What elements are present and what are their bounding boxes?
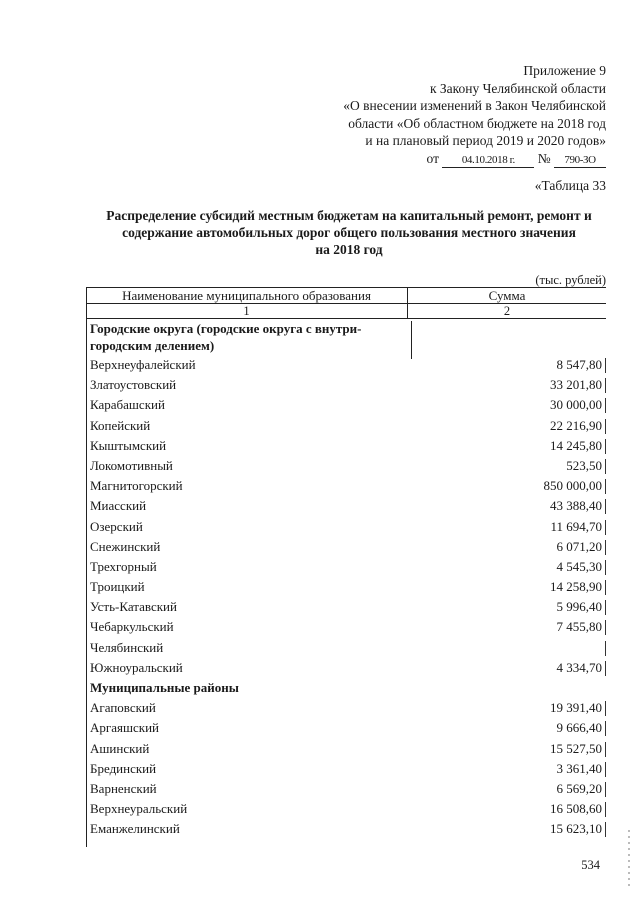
subsidy-amount: 850 000,00: [543, 478, 602, 494]
subsidy-amount: 43 388,40: [550, 498, 602, 514]
table-row: [86, 658, 606, 678]
cell-border-fragment: [605, 802, 606, 817]
table-row: [86, 456, 606, 476]
page-number: 534: [581, 858, 600, 872]
cell-border-fragment: [605, 358, 606, 373]
table-row: [86, 739, 606, 759]
table-row: [86, 759, 606, 779]
title-line: на 2018 год: [315, 242, 383, 257]
cell-border-fragment: [605, 459, 606, 474]
law-number: 790-ЗО: [554, 154, 606, 168]
subsidy-amount: 22 216,90: [550, 417, 602, 433]
subsidy-amount: 15 623,10: [550, 821, 602, 837]
subsidy-amount: 6 071,20: [556, 538, 602, 554]
municipality-name: Магнитогорский: [90, 478, 183, 494]
subsidy-table: [86, 287, 606, 840]
cell-border-fragment: [605, 661, 606, 676]
subsidy-amount: 30 000,00: [550, 397, 602, 413]
column-header-sum: Сумма: [488, 288, 526, 303]
subsidy-amount: 6 569,20: [556, 780, 602, 796]
municipality-name: Верхнеуфалейский: [90, 357, 196, 372]
cell-border-fragment: [605, 419, 606, 434]
table-row: [86, 395, 606, 415]
municipality-name: Озерский: [90, 518, 143, 534]
cell-border-fragment: [605, 620, 606, 635]
subsidy-amount: 15 527,50: [550, 740, 602, 756]
subsidy-amount: 33 201,80: [550, 377, 602, 393]
municipality-name: Южноуральский: [90, 659, 183, 675]
signature-line: [343, 150, 606, 168]
subsidy-amount: 3 361,40: [556, 760, 602, 776]
cell-border-fragment: [605, 398, 606, 413]
subsidy-amount: [411, 638, 606, 658]
municipality-name: Брединский: [90, 760, 157, 776]
table-row: [86, 597, 606, 617]
group-heading: Муниципальные районы: [90, 680, 239, 695]
cell-border-fragment: [605, 822, 606, 837]
appendix-line: и на плановый период 2019 и 2020 годов»: [365, 133, 606, 148]
subsidy-amount: 14 245,80: [550, 437, 602, 453]
group-rows: [86, 698, 606, 839]
cell-border-fragment: [605, 721, 606, 736]
municipality-name: Локомотивный: [90, 457, 173, 473]
subsidy-amount: 11 694,70: [550, 518, 602, 534]
table-row: [86, 779, 606, 799]
appendix-line: области «Об областном бюджете на 2018 год: [348, 115, 606, 131]
group-rows: [86, 355, 606, 678]
municipality-name: Снежинский: [90, 538, 161, 554]
municipality-name: Миасский: [90, 498, 147, 514]
subsidy-amount: 4 545,30: [556, 558, 602, 574]
cell-border-fragment: [605, 520, 606, 535]
cell-border-fragment: [605, 479, 606, 494]
table-row: [86, 496, 606, 516]
municipality-name: Еманжелинский: [90, 821, 180, 837]
municipality-name: Трехгорный: [90, 558, 157, 574]
cell-border-fragment: [605, 540, 606, 555]
municipality-name: Троицкий: [90, 579, 145, 595]
from-label: от: [426, 150, 439, 166]
table-row: [86, 617, 606, 637]
table-header-row: [86, 287, 606, 304]
subsidy-amount: 5 996,40: [556, 599, 602, 615]
municipality-name: Челябинский: [90, 639, 164, 655]
municipality-name: Карабашский: [90, 397, 165, 413]
table-row: [86, 577, 606, 597]
municipality-name: Ашинский: [90, 740, 150, 756]
column-number: 2: [503, 304, 511, 318]
table-row: [86, 698, 606, 718]
municipality-name: Чебаркульский: [90, 619, 174, 635]
cell-border-fragment: [605, 701, 606, 716]
group-heading: Городские округа (городские округа с внутри-городским делением): [90, 321, 362, 353]
cell-border-fragment: [605, 641, 606, 656]
appendix-line: к Закону Челябинской области: [429, 80, 606, 96]
table-number: «Таблица 33: [534, 178, 606, 193]
cell-border-fragment: [605, 782, 606, 797]
group-heading-row: [86, 678, 606, 698]
appendix-line: «О внесении изменений в Закон Челябинской: [343, 98, 606, 113]
cell-border-fragment: [605, 560, 606, 575]
column-header-name: Наименование муниципального образования: [86, 288, 408, 303]
title-line: Распределение субсидий местным бюджетам на капитальный ремонт, ремонт и: [106, 208, 592, 223]
municipality-name: Верхнеуральский: [90, 801, 188, 817]
appendix-block: [343, 62, 606, 168]
table-row: [86, 416, 606, 436]
cell-border-fragment: [605, 378, 606, 393]
appendix-line: Приложение 9: [523, 63, 606, 78]
subsidy-amount: 9 666,40: [556, 720, 602, 736]
title-line: содержание автомобильных дорог общего пользования местного значения: [122, 225, 576, 240]
subsidy-amount: 7 455,80: [556, 619, 602, 635]
municipality-name: Кыштымский: [90, 437, 167, 453]
subsidy-amount: 16 508,60: [550, 801, 602, 817]
municipality-name: Усть-Катавский: [90, 599, 177, 615]
number-label: №: [537, 150, 551, 166]
table-row: [86, 476, 606, 496]
column-number-row: [86, 304, 606, 319]
table-row: [86, 557, 606, 577]
municipality-name: Златоустовский: [90, 377, 177, 393]
law-date: 04.10.2018 г.: [442, 154, 534, 168]
column-number: 1: [86, 304, 408, 318]
municipality-name: Аргаяшский: [90, 720, 159, 736]
table-row: [86, 517, 606, 537]
table-row: [86, 718, 606, 738]
cell-border-fragment: [605, 439, 606, 454]
table-row: [86, 537, 606, 557]
cell-border-fragment: [605, 580, 606, 595]
units-label: (тыс. рублей): [535, 273, 606, 287]
table-row: [86, 819, 606, 839]
subsidy-amount: 14 258,90: [550, 579, 602, 595]
table-row: [86, 436, 606, 456]
table-row: [86, 799, 606, 819]
municipality-name: Копейский: [90, 417, 151, 433]
group-heading-row: [86, 319, 606, 355]
table-row: [86, 638, 606, 658]
subsidy-amount: 523,50: [566, 457, 602, 473]
subsidy-amount: 19 391,40: [550, 700, 602, 716]
cell-border-fragment: [605, 762, 606, 777]
cell-border-fragment: [605, 600, 606, 615]
municipality-name: Агаповский: [90, 700, 156, 716]
scan-artifact: [628, 830, 630, 890]
table-row: [86, 375, 606, 395]
subsidy-amount: 8 547,80: [556, 357, 602, 372]
cell-border-fragment: [605, 742, 606, 757]
municipality-name: Варненский: [90, 780, 157, 796]
subsidy-amount: 4 334,70: [556, 659, 602, 675]
document-title: [80, 207, 618, 258]
cell-border-fragment: [605, 499, 606, 514]
table-row: [86, 355, 606, 375]
